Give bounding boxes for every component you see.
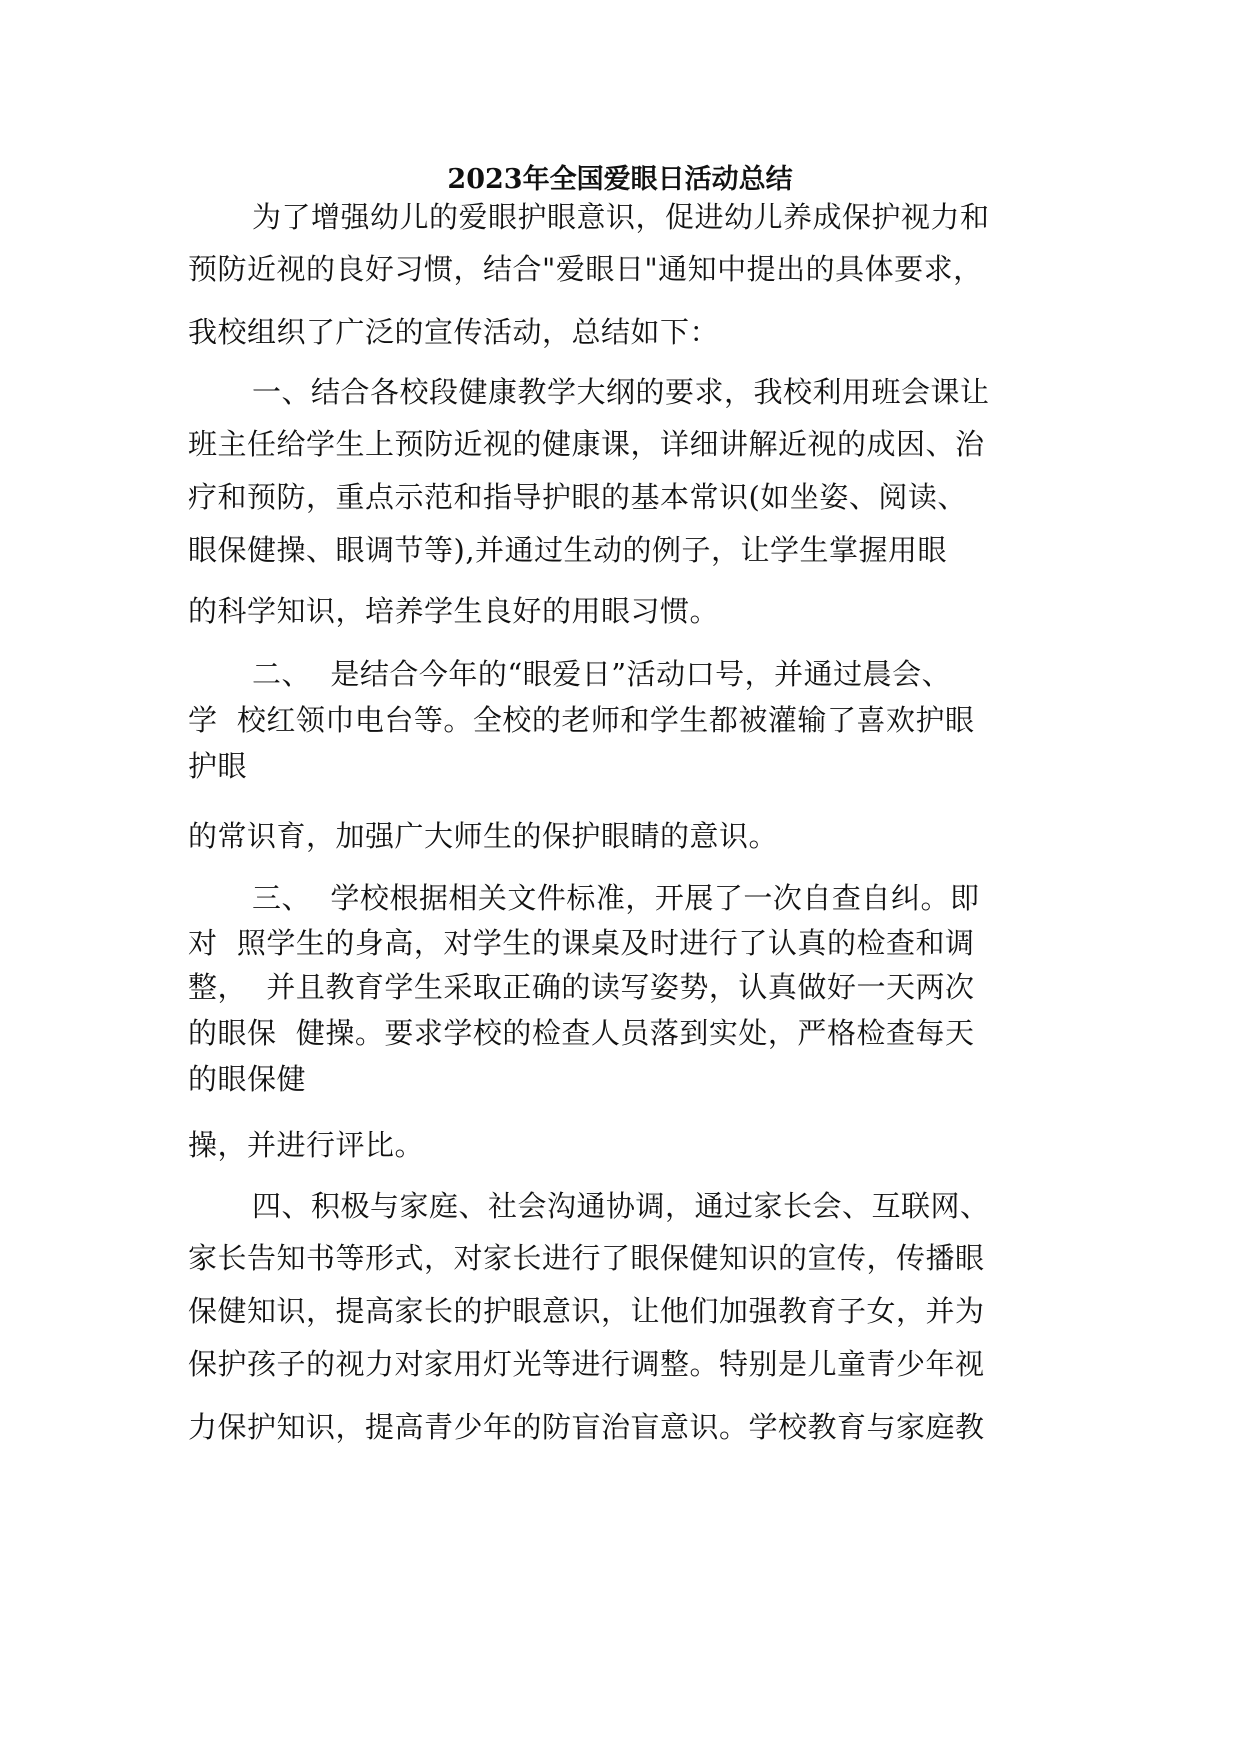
text-line: 二、 是结合今年的“眼爱日”活动口号，并通过晨会、 [252,657,952,691]
text-line: 疗和预防，重点示范和指导护眼的基本常识(如坐姿、阅读、 [188,480,967,514]
text-line: 的科学知识，培养学生良好的用眼习惯。 [188,594,720,628]
text-line: 对 照学生的身高，对学生的课桌及时进行了认真的检查和调 [188,926,975,960]
text-line: 的常识育，加强广大师生的保护眼睛的意识。 [188,819,779,853]
text-line: 学 校红领巾电台等。全校的老师和学生都被灌输了喜欢护眼 [188,703,975,737]
text-line: 的眼保健 [188,1062,307,1096]
text-line: 护眼 [188,749,248,783]
text-line: 我校组织了广泛的宣传活动，总结如下： [188,315,720,349]
document-title: 2023年全国爱眼日活动总结 [447,164,793,195]
text-line: 四、积极与家庭、社会沟通协调，通过家长会、互联网、 [252,1189,990,1223]
text-line: 预防近视的良好习惯，结合"爱眼日"通知中提出的具体要求， [188,252,983,286]
text-line: 保健知识，提高家长的护眼意识，让他们加强教育子女，并为 [188,1294,985,1328]
text-line: 三、 学校根据相关文件标准，开展了一次自查自纠。即 [252,881,980,915]
text-line: 力保护知识，提高青少年的防盲治盲意识。学校教育与家庭教 [188,1410,985,1444]
text-line: 为了增强幼儿的爱眼护眼意识，促进幼儿养成保护视力和 [252,200,990,234]
text-line: 眼保健操、眼调节等),并通过生动的例子，让学生掌握用眼 [188,533,948,567]
text-line: 的眼保 健操。要求学校的检查人员落到实处，严格检查每天 [188,1016,975,1050]
text-line: 家长告知书等形式，对家长进行了眼保健知识的宣传，传播眼 [188,1241,985,1275]
text-line: 整， 并且教育学生采取正确的读写姿势，认真做好一天两次 [188,970,975,1004]
text-line: 班主任给学生上预防近视的健康课，详细讲解近视的成因、治 [188,427,985,461]
text-line: 操，并进行评比。 [188,1128,425,1162]
text-line: 保护孩子的视力对家用灯光等进行调整。特别是儿童青少年视 [188,1347,985,1381]
text-line: 一、结合各校段健康教学大纲的要求，我校利用班会课让 [252,375,990,409]
